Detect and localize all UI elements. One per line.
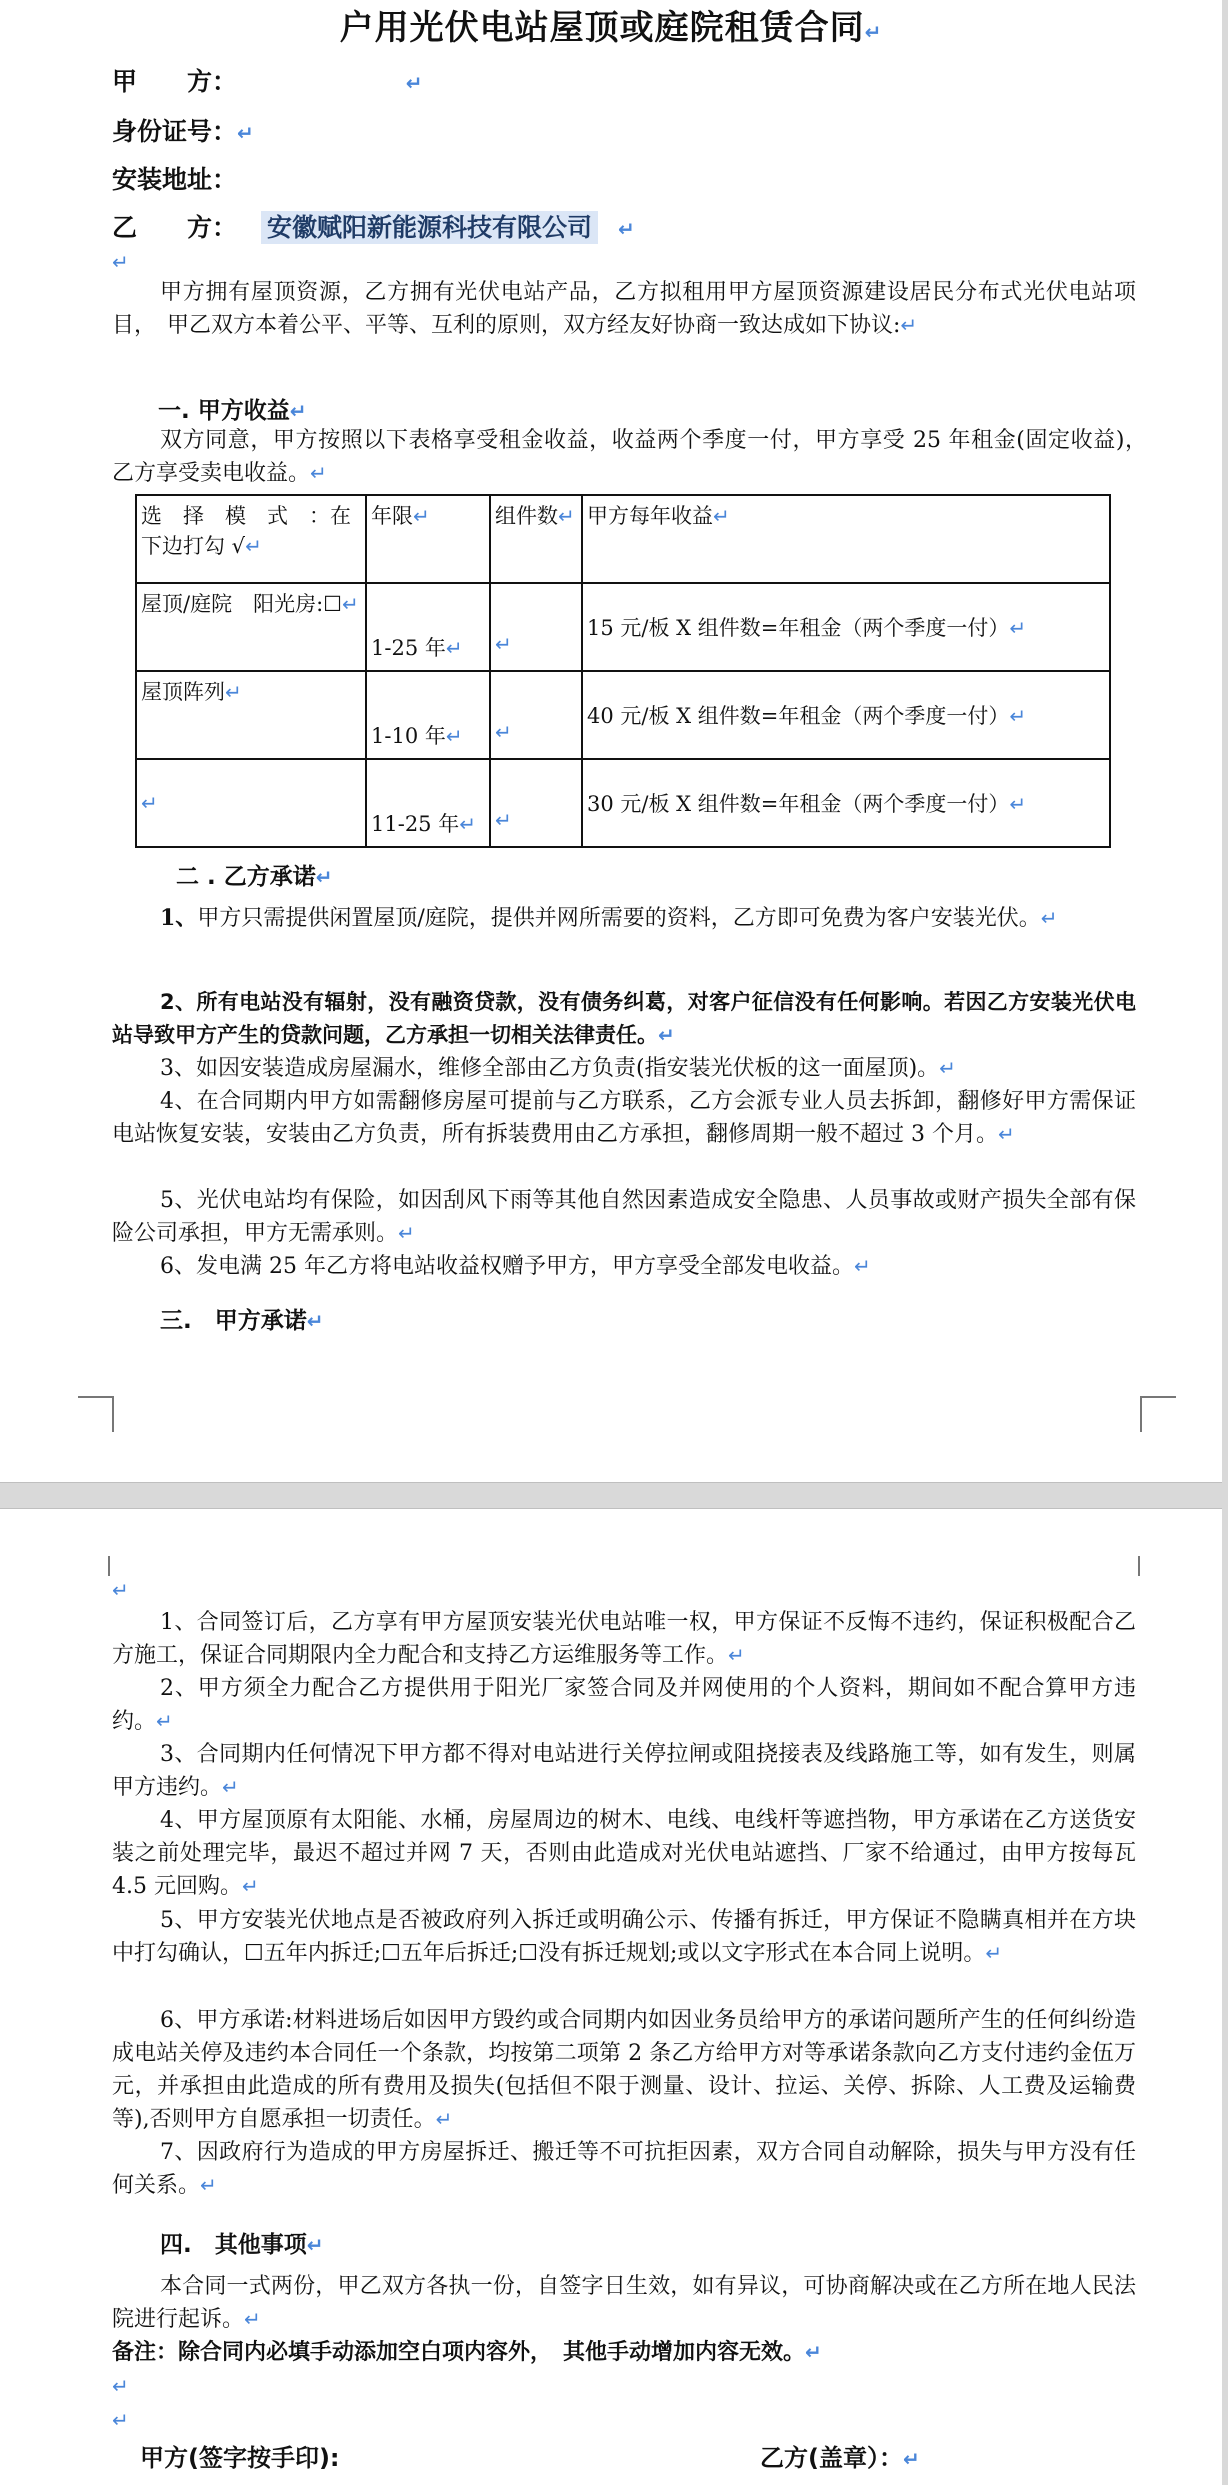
obligation-2: 2、甲方须全力配合乙方提供用于阳光厂家签合同及并网使用的个人资料，期间如不配合算甲方违约。↵: [112, 1676, 1136, 1734]
table-cell-income: 40 元/板 X 组件数=年租金（两个季度一付）↵: [582, 671, 1110, 759]
table-row: [136, 583, 1110, 671]
commitment-6: 6、发电满 25 年乙方将电站收益权赠予甲方，甲方享受全部发电收益。↵: [160, 1254, 871, 1279]
party-b-signature: 乙方(盖章）：↵: [760, 2444, 920, 2472]
party-a-field: 甲 方： ↵: [112, 62, 423, 98]
table-header-row: [136, 495, 1110, 583]
table-row: [136, 759, 1110, 847]
section-1-heading: 一. 甲方收益↵: [158, 398, 307, 424]
income-table: [135, 494, 1111, 848]
install-address-field: [112, 160, 237, 196]
table-cell-income: 30 元/板 X 组件数=年租金（两个季度一付）↵: [582, 759, 1110, 847]
party-b-label: 乙 方：: [112, 213, 238, 242]
obligation-3: 3、合同期内任何情况下甲方都不得对电站进行关停拉闸或阻挠接表及线路施工等，如有发生，则属甲方违约。↵: [112, 1742, 1136, 1800]
table-header-count: 组件数↵: [490, 495, 582, 583]
party-b-field: 乙 方： 安徽赋阳新能源科技有限公司 ↵: [112, 208, 635, 244]
section-2-heading: 二 . 乙方承诺↵: [176, 864, 333, 890]
party-a-label: 甲 方：: [112, 67, 238, 96]
crop-mark-bottom-right: [1140, 1396, 1176, 1432]
table-cell-mode: 屋顶阵列↵: [136, 671, 366, 759]
table-cell-years: 1-10 年↵: [366, 671, 490, 759]
obligation-7: 7、因政府行为造成的甲方房屋拆迁、搬迁等不可抗拒因素，双方合同自动解除，损失与甲方没有任何关系。↵: [112, 2140, 1136, 2198]
id-number-label: 身份证号：: [112, 117, 238, 146]
table-cell-years: 11-25 年↵: [366, 759, 490, 847]
section-3-heading: 三. 甲方承诺↵: [160, 1308, 324, 1334]
table-cell-mode: 屋顶/庭院 阳光房:☐↵: [136, 583, 366, 671]
party-b-value: 安徽赋阳新能源科技有限公司: [261, 211, 598, 244]
table-cell-years: 1-25 年↵: [366, 583, 490, 671]
table-cell-count: ↵: [490, 671, 582, 759]
crop-mark-top-left: [108, 1556, 110, 1576]
commitment-3: 3、如因安装造成房屋漏水，维修全部由乙方负责(指安装光伏板的这一面屋顶)。↵: [160, 1056, 956, 1081]
commitment-5: 5、光伏电站均有保险，如因刮风下雨等其他自然因素造成安全隐患、人员事故或财产损失全部有保险公司承担，甲方无需承则。↵: [112, 1188, 1136, 1246]
table-header-mode: 选 择 模 式 ：在下边打勾 √↵: [136, 495, 366, 583]
table-cell-income: 15 元/板 X 组件数=年租金（两个季度一付）↵: [582, 583, 1110, 671]
section-4-heading: 四. 其他事项↵: [160, 2232, 324, 2258]
remark-note: 备注：除合同内必填手动添加空白项内容外， 其他手动增加内容无效。↵: [112, 2340, 822, 2365]
section-1-text: 双方同意，甲方按照以下表格享受租金收益，收益两个季度一付，甲方享受 25 年租金(固定收益)， 乙方享受卖电收益。↵: [112, 428, 1159, 486]
intro-paragraph: 甲方拥有屋顶资源，乙方拥有光伏电站产品，乙方拟租用甲方屋顶资源建设居民分布式光伏电站项目， 甲乙双方本着公平、平等、互利的原则，双方经友好协商一致达成如下协议:↵: [112, 280, 1136, 338]
commitment-2: 2、所有电站没有辐射，没有融资贷款，没有债务纠葛，对客户征信没有任何影响。若因乙方安装光伏电站导致甲方产生的贷款问题，乙方承担一切相关法律责任。↵: [112, 990, 1136, 1047]
commitment-4: 4、在合同期内甲方如需翻修房屋可提前与乙方联系，乙方会派专业人员去拆卸，翻修好甲方需保证电站恢复安装，安装由乙方负责，所有拆装费用由乙方承担，翻修周期一般不超过 3 个月。↵: [112, 1089, 1136, 1147]
install-address-label: 安装地址：: [112, 165, 238, 194]
table-header-income: 甲方每年收益↵: [582, 495, 1110, 583]
obligation-4: 4、甲方屋顶原有太阳能、水桶，房屋周边的树木、电线、电线杆等遮挡物，甲方承诺在乙方送货安装之前处理完毕，最迟不超过并网 7 天，否则由此造成对光伏电站遮挡、厂家不给通过，由甲方按每瓦 4.5 元回购。↵: [112, 1808, 1136, 1899]
section-4-text: 本合同一式两份，甲乙双方各执一份，自签字日生效，如有异议，可协商解决或在乙方所在地人民法院进行起诉。↵: [112, 2274, 1136, 2332]
table-header-years: 年限↵: [366, 495, 490, 583]
party-a-signature: 甲方(签字按手印):: [140, 2444, 340, 2472]
obligation-1: 1、合同签订后，乙方享有甲方屋顶安装光伏电站唯一权，甲方保证不反悔不违约，保证积极配合乙方施工，保证合同期限内全力配合和支持乙方运维服务等工作。↵: [112, 1610, 1136, 1668]
table-cell-count: ↵: [490, 583, 582, 671]
id-number-field: 身份证号：↵: [112, 112, 254, 148]
table-row: [136, 671, 1110, 759]
obligation-5: 5、甲方安装光伏地点是否被政府列入拆迁或明确公示、传播有拆迁，甲方保证不隐瞒真相并在方块中打勾确认，☐五年内拆迁;☐五年后拆迁;☐没有拆迁规划;或以文字形式在本合同上说明。↵: [112, 1908, 1136, 1966]
commitment-1: 1、甲方只需提供闲置屋顶/庭院，提供并网所需要的资料，乙方即可免费为客户安装光伏。↵: [160, 905, 1058, 931]
crop-mark-top-right: [1138, 1556, 1140, 1576]
crop-mark-bottom-left: [78, 1396, 114, 1432]
obligation-6: 6、甲方承诺:材料进场后如因甲方毁约或合同期内如因业务员给甲方的承诺问题所产生的任何纠纷造成电站关停及违约本合同任一个条款，均按第二项第 2 条乙方给甲方对等承诺条款向乙方支付违约金伍万元，并承担由此造成的所有费用及损失(包括但不限于测量、设计、拉运、关停、拆除、人工费及运输费等),否则甲方自愿承担一切责任。↵: [112, 2008, 1136, 2132]
contract-title: 户用光伏电站屋顶或庭院租赁合同↵: [339, 8, 883, 48]
table-cell-mode: ↵: [136, 759, 366, 847]
page-1: 户用光伏电站屋顶或庭院租赁合同↵ 甲 方： ↵ 身份证号：↵ 安装地址： 乙 方： 安徽赋阳新能源科技有限公司 ↵ ↵ 甲方拥有屋顶资源，乙方拥有光伏电站产品，乙方拟租用甲方屋顶资源建设居民分布式光伏电站项目， 甲乙双方本着公平、平等、互利的原则，双方经友好协商一致达成如下协议:↵ 一. 甲方收益↵ 双方同意，甲方按照以下表格享受租金收益，收益两个季度一付，甲方享受 25 年租金(固定收益)， 乙方享受卖电收益。↵ 选 择 模 式 ：在下边打勾 √↵ 年限↵ 组件数↵ 甲方每年收益↵ 屋顶/庭院 阳光房:☐↵ 1-25 年↵ ↵ 15 元/板 X 组件数=年租金（两个季度一付）↵ 屋顶阵列↵ 1-10 年↵ ↵ 40 元/板 X 组件数=年租金（两个季度一付）↵ ↵ 11-25 年↵ ↵ 30 元/板 X 组件数=年租金（两个季度一付）↵ 二 . 乙方承诺↵ 1、甲方只需提供闲置屋顶/庭院，提供并网所需要的资料，乙方即可免费为客户安装光伏。↵ 2、所有电站没有辐射，没有融资贷款，没有债务纠葛，对客户征信没有任何影响。若因乙方安装光伏电站导致甲方产生的贷款问题，乙方承担一切相关法律责任。↵ 3、如因安装造成房屋漏水，维修全部由乙方负责(指安装光伏板的这一面屋顶)。↵ 4、在合同期内甲方如需翻修房屋可提前与乙方联系，乙方会派专业人员去拆卸，翻修好甲方需保证电站恢复安装，安装由乙方负责，所有拆装费用由乙方承担，翻修周期一般不超过 3 个月。↵ 5、光伏电站均有保险，如因刮风下雨等其他自然因素造成安全隐患、人员事故或财产损失全部有保险公司承担，甲方无需承则。↵ 6、发电满 25 年乙方将电站收益权赠予甲方，甲方享受全部发电收益。↵ 三. 甲方承诺↵: [0, 0, 1222, 1483]
table-cell-count: ↵: [490, 759, 582, 847]
